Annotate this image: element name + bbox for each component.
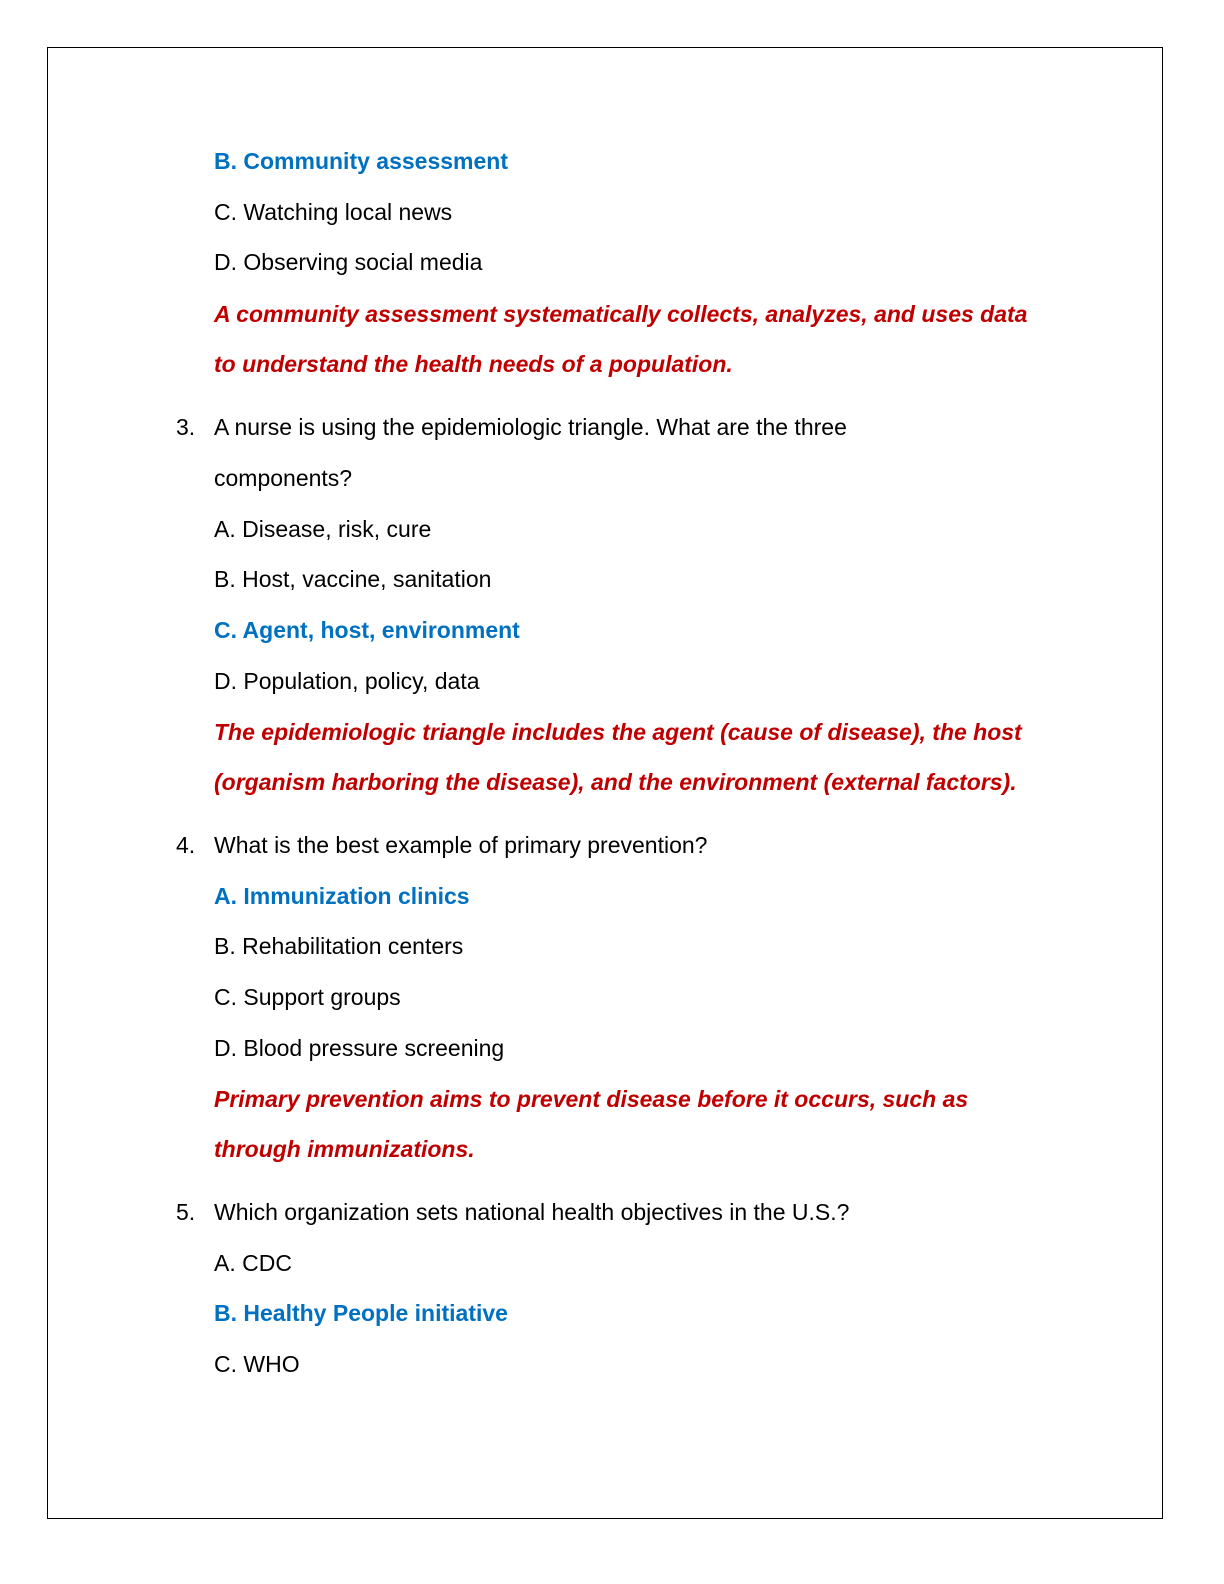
q5-option-c: C. WHO (214, 1351, 300, 1377)
q4-number: 4. (176, 832, 196, 858)
q3-option-b: B. Host, vaccine, sanitation (214, 566, 492, 592)
prev-explanation-line-1: A community assessment systematically collects, analyzes, and uses data (214, 301, 1028, 327)
prev-option-b-correct: B. Community assessment (214, 148, 508, 174)
q3-question-line-1: A nurse is using the epidemiologic triangle. What are the three (214, 414, 847, 440)
q4-option-c: C. Support groups (214, 984, 401, 1010)
q4-option-b: B. Rehabilitation centers (214, 933, 464, 959)
prev-option-c: C. Watching local news (214, 199, 453, 225)
q4-question: What is the best example of primary prevention? (214, 832, 708, 858)
q3-explanation-line-2: (organism harboring the disease), and the environment (external factors). (214, 769, 1017, 795)
q5-question: Which organization sets national health objectives in the U.S.? (214, 1199, 850, 1225)
q5-option-a: A. CDC (214, 1250, 292, 1276)
q4-explanation-line-2: through immunizations. (214, 1136, 475, 1162)
q3-option-c-correct: C. Agent, host, environment (214, 617, 520, 643)
q5-number: 5. (176, 1199, 196, 1225)
q4-option-a-correct: A. Immunization clinics (214, 883, 470, 909)
prev-option-d: D. Observing social media (214, 249, 483, 275)
q3-question-line-2: components? (214, 465, 353, 491)
q3-explanation-line-1: The epidemiologic triangle includes the agent (cause of disease), the host (214, 719, 1022, 745)
q3-option-d: D. Population, policy, data (214, 668, 480, 694)
q3-option-a: A. Disease, risk, cure (214, 516, 432, 542)
q4-option-d: D. Blood pressure screening (214, 1035, 505, 1061)
q3-number: 3. (176, 414, 196, 440)
q4-explanation-line-1: Primary prevention aims to prevent disease before it occurs, such as (214, 1086, 969, 1112)
q5-option-b-correct: B. Healthy People initiative (214, 1300, 508, 1326)
prev-explanation-line-2: to understand the health needs of a population. (214, 351, 733, 377)
